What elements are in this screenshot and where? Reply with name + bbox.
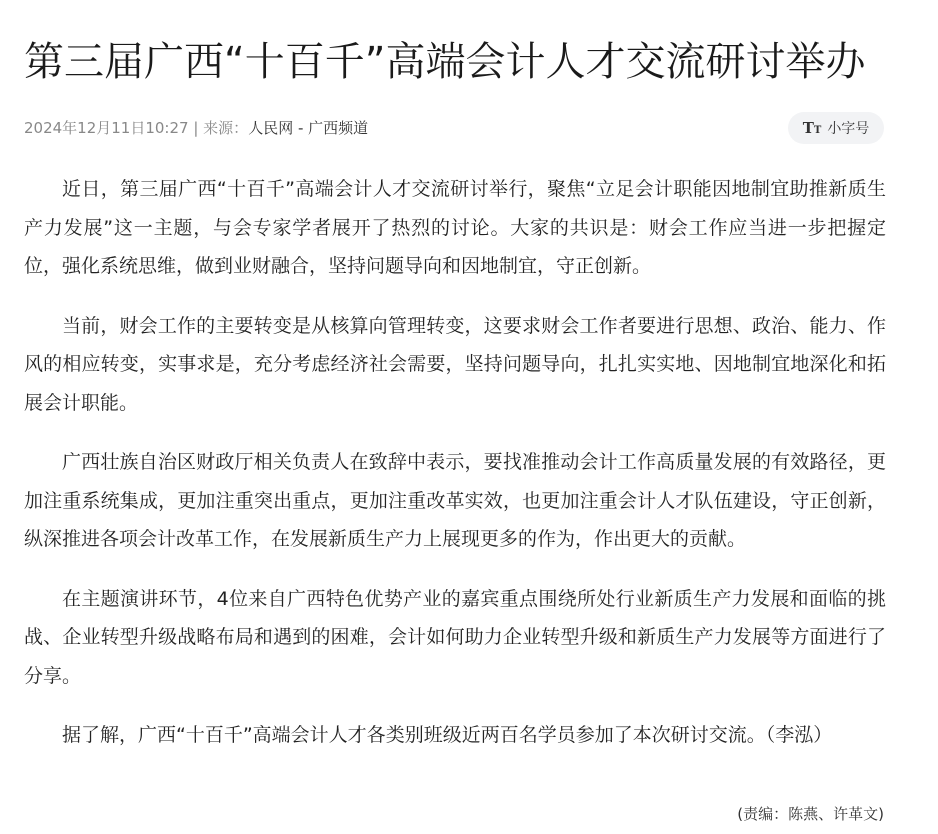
paragraph: 当前，财会工作的主要转变是从核算向管理转变，这要求财会工作者要进行思想、政治、能力、作风的相应转变，实事求是，充分考虑经济社会需要，坚持问题导向，扎扎实实地、因地制宜地深化和拓展会计职能。 [24,314,886,414]
source-link[interactable]: 人民网 - 广西频道 [248,119,369,137]
meta-separator: | [188,119,204,137]
publish-datetime: 2024年12月11日10:27 [24,119,189,137]
article-meta [24,117,368,139]
article-body [24,170,886,776]
article-title: 第三届广西“十百千”高端会计人才交流研讨举办 [24,39,866,85]
paragraph: 在主题演讲环节，4位来自广西特色优势产业的嘉宾重点围绕所处行业新质生产力发展和面临的挑战、企业转型升级战略布局和遇到的困难，会计如何助力企业转型升级和新质生产力发展等方面进行了分享。 [24,587,886,687]
font-size-toggle-button[interactable] [788,112,884,144]
editor-credit: (责编：陈燕、许革文) [737,805,884,823]
text-size-icon: TT [802,119,822,137]
font-size-toggle-label: 小字号 [827,121,870,137]
paragraph: 广西壮族自治区财政厅相关负责人在致辞中表示，要找准推动会计工作高质量发展的有效路径，更加注重系统集成，更加注重突出重点，更加注重改革实效，也更加注重会计人才队伍建设，守正创新，纵深推进各项会计改革工作，在发展新质生产力上展现更多的作为，作出更大的贡献。 [24,451,886,550]
source-prefix: 来源： [203,119,249,137]
paragraph: 据了解，广西“十百千”高端会计人才各类别班级近两百名学员参加了本次研讨交流。（李泓） [62,724,833,746]
paragraph: 近日，第三届广西“十百千”高端会计人才交流研讨举行，聚焦“立足会计职能因地制宜助推新质生产力发展”这一主题，与会专家学者展开了热烈的讨论。大家的共识是：财会工作应当进一步把握定位，强化系统思维，做到业财融合，坚持问题导向和因地制宜，守正创新。 [24,178,886,277]
